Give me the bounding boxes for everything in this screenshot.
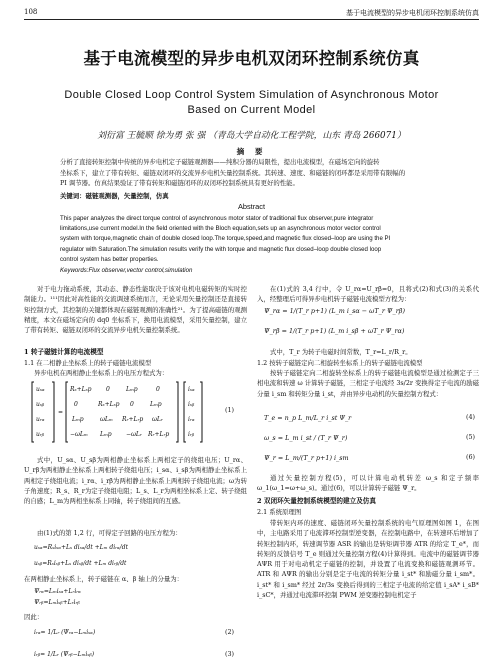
paper-title-en-line2: Based on Current Model — [187, 104, 316, 116]
slip-equation: ω_s = L_m i_st / (T_r Ψ_r) — [264, 434, 348, 442]
keywords-cn: 关键词：磁链观测器，矢量控制，仿真 — [60, 192, 169, 200]
stator-eq-intro: 由(1)式的第 1,2 行，可得定子回路的电压方程为： — [37, 529, 182, 537]
section-1-heading: 1 转子磁链计算的电流模型 — [24, 348, 104, 356]
svg-text:Lmp: Lmp — [150, 401, 162, 408]
therefore-text: 因此： — [24, 613, 44, 621]
abstract-cn-line: 坐标系下，建立了带有转矩、磁链双闭环的交流异步电机矢量控制系统。其转速、速度、和磁链的闭环都是采用带有限幅的 — [60, 168, 406, 177]
svg-text:isβ: isβ — [188, 401, 195, 408]
intro-paragraph: 对于电力拖动系统，其动态、静态性能取决于该对电机电磁转矩的实时控制能力。¹¹¹因此对高性能的交流调速系统而言，无论采用矢量控制还是直接转矩控制方式，其控制的关键都体现在磁链观测的准确性²¹。为了提高磁链的观测精度，本文在磁场定向的 dq0 坐标系下，换用电流模型，采用矢量控制，建立了带有转矩、磁链双闭环的交流异步电机矢量控制系统。 — [24, 285, 247, 335]
svg-text:isα: isα — [188, 386, 195, 393]
equation-4-number: (4) — [466, 413, 476, 421]
equation-1-matrix — [30, 380, 230, 446]
equation-2-number: (2) — [225, 628, 235, 636]
abstract-cn-heading: 摘 要 — [236, 147, 267, 156]
paper-title-en — [40, 88, 463, 118]
rotor-flux-beta-eq: Ψ_rβ = 1/(T_r p+1) (L_m i_sβ + ωT_r Ψ_rα) — [264, 327, 405, 335]
svg-text:irα= 1/Lr (Ψrα−Lmisα): irα= 1/Lr (Ψrα−Lmisα) — [34, 629, 96, 636]
rotor-flux-alpha-eq: Ψ_rα = 1/(T_r p+1) (L_m i_sα − ωT_r Ψ_rβ) — [264, 307, 405, 315]
abstract-cn-line: PI 调节器。仿真结果验证了带有转矩和磁链闭环的双闭环控制系统具有更好的性能。 — [60, 179, 299, 187]
svg-text:irα: irα — [188, 416, 195, 423]
svg-text:=: = — [58, 409, 64, 416]
svg-text:−ωLr: −ωLr — [126, 431, 142, 438]
header-rule — [24, 19, 479, 20]
svg-text:Rr+Lrp: Rr+Lrp — [122, 416, 144, 423]
abstract-en-line: regulator with Saturation.The simulation results verify the with torque and magnetic flux closed–loop double closed loop — [60, 245, 382, 253]
time-constant-note: 式中，T_r 为转子电磁时间常数，T_r=L_r/R_r。 — [270, 348, 412, 356]
svg-text:usα=Rsisα+Ls disα/dt +Lm dirα/: usα=Rsisα+Ls disα/dt +Lm dirα/dt — [34, 544, 129, 551]
torque-equation: T_e = n_p L_m/L_r i_st Ψ_r — [264, 414, 352, 422]
svg-text:0: 0 — [106, 386, 110, 393]
svg-text:urα: urα — [36, 416, 45, 423]
abstract-en-line: limitations,use current model.In the field oriented with the Bloch equation,sets up an asynchronous motor vector control — [60, 225, 381, 233]
voltage-eq-intro: 异步电机在两相静止坐标系上的电压方程式为： — [34, 369, 169, 377]
abstract-cn-line: 分析了直接转矩控制中传统的异步电机定子磁链观测器——纯积分器的局限性，提出电流模型，在磁场定向的旋转 — [60, 158, 380, 166]
flux-component-intro: 在两相静止坐标系上，转子磁链在 α、β 轴上的分量为： — [24, 575, 184, 583]
field-oriented-paragraph: 按转子磁链定向二相旋转坐标系上的转子磁链电流模型是通过检测定子三相电流和转速 ω 计算转子磁链，三相定子电流经 3s/2r 变换得定子电流的励磁分量 i_sm 和转矩分量 i_st，并由异步电动机的矢量控制方程式： — [257, 369, 479, 398]
section-1-2-heading: 1.2 按转子磁链定向二相旋转坐标系上的转子磁链电流模型 — [257, 359, 423, 367]
svg-text:Ψrα=Lmisα+Lrirα: Ψrα=Lmisα+Lrirα — [34, 588, 81, 595]
section-2-heading: 2 双闭环矢量控制系统模型的建立及仿真 — [257, 497, 376, 505]
svg-text:Ψrβ=Lmisβ+Lrirβ: Ψrβ=Lmisβ+Lrirβ — [34, 599, 80, 606]
keywords-en: Keywords:Flux observer,vector control,simulation — [60, 267, 193, 274]
svg-text:0: 0 — [74, 401, 78, 408]
equation-6-number: (6) — [466, 453, 476, 461]
svg-text:urβ: urβ — [36, 431, 45, 438]
equation-3-number: (3) — [225, 650, 235, 658]
svg-text:Rs+Lsp: Rs+Lsp — [98, 401, 120, 408]
svg-text:Rs+Lsp: Rs+Lsp — [70, 386, 92, 393]
page-number: 108 — [24, 8, 38, 16]
section-2-1-heading: 2.1 系统原理图 — [257, 508, 302, 516]
svg-text:Lmp: Lmp — [126, 386, 138, 393]
rotor-flux-intro: 在(1)式的 3,4 行中，令 U_rα=U_rβ=0，且将式(2)和式(3)的关系代入，经整理后可得异步电机转子磁链电流模型方程为： — [257, 285, 479, 304]
authors: 刘衍富 王毓顺 徐为勇 张 强 （青岛大学自动化工程学院，山东 青岛 266071） — [97, 131, 406, 141]
abstract-en-line: control system has better properties. — [60, 255, 159, 263]
svg-text:0: 0 — [156, 386, 160, 393]
system-principle-paragraph: 带转矩内环的速度、磁链闭环矢量控制系统的电气原理图如图 1，在图中，主电路采用了电流滞环控制型逆变器，在控制电路中，在转速环后增加了转矩控制内环，转速调节器 ASR 的输出是转矩调节器 ATR 的给定 T_e*，而转矩的反馈信号 T_e 则通过矢量控制方程(4)计算得到。电流中的磁链调节器 AΨR 用于对电动机定子磁链的控制，并设置了电流变换和磁链观测环节。ATR 和 AΨR 的输出分别是定子电流的转矩分量 i_st* 和励磁分量 i_sm*。i_st* 和 i_sm* 经过 2r/3s 变换后得到的三相定子电流的给定值 i_sA* i_sB* i_sC*，并通过电流滞环控制 PWM 逆变器控制电机定子 — [257, 519, 479, 600]
svg-text:ωLm: ωLm — [100, 416, 113, 423]
svg-text:−ωLm: −ωLm — [70, 431, 88, 438]
equation-1-number: (1) — [225, 406, 235, 414]
svg-text:usβ=Rsisβ+Ls disβ/dt +Lm dirβ/: usβ=Rsisβ+Ls disβ/dt +Lm dirβ/dt — [34, 560, 127, 567]
svg-text:usβ: usβ — [36, 401, 45, 408]
svg-text:0: 0 — [130, 401, 134, 408]
running-title: 基于电流模型的异步电机闭环控制系统仿真 — [346, 9, 479, 17]
rotor-current-equations — [30, 622, 210, 666]
svg-text:irβ: irβ — [188, 431, 195, 438]
symbol-definitions: 式中，U_sα、U_sβ为两相静止坐标系上两相定子的绕组电压；U_rα、U_rβ为两相静止坐标系上两相转子绕组电压；i_sα、i_sβ为两相静止坐标系上两相定子绕组电流；i_rα、i_rβ为两相静止坐标系上两相转子绕组电流；ω为转子角速度；R_s、R_r为定子绕组电阻；L_s、L_r为两相坐标系上定、转子绕组的自感；L_m为两相坐标系上同轴，转子绕组间的互感。 — [24, 456, 247, 506]
svg-text:Lmp: Lmp — [100, 431, 112, 438]
abstract-cn-body — [60, 157, 453, 189]
svg-text:irβ= 1/Lr (Ψrβ−Lmisβ): irβ= 1/Lr (Ψrβ−Lmisβ) — [34, 651, 95, 658]
abstract-en-line: This paper analyzes the direct torque control of asynchronous motor stator of traditional flux observer,pure integrator — [60, 215, 374, 222]
abstract-en-line: system with torque,magnetic chain of double closed loop.The torque,speed,and magnetic flux closed–loop are using the PI — [60, 235, 391, 243]
svg-text:Rr+Lrp: Rr+Lrp — [148, 431, 170, 438]
svg-text:Lmp: Lmp — [72, 416, 84, 423]
vector-control-note: 通过矢量控制方程(5)，可以计算电动机转差 ω_s 和定子频率 ω_1(ω_1=ω+ω_s)。通过(6)，可以计算转子磁链 Ψ_r。 — [257, 474, 479, 493]
abstract-en-body — [60, 214, 453, 265]
svg-text:usα: usα — [36, 386, 45, 393]
svg-text:ωLr: ωLr — [152, 416, 163, 423]
rotor-flux-components — [30, 584, 230, 614]
abstract-en-heading: Abstract — [237, 202, 266, 211]
equation-5-number: (5) — [466, 433, 476, 441]
flux-equation: Ψ_r = L_m/(T_r p+1) i_sm — [264, 454, 349, 462]
paper-title-cn: 基于电流模型的异步电机双闭环控制系统仿真 — [83, 49, 420, 68]
section-1-1-heading: 1.1 在二相静止坐标系上的转子磁链电流模型 — [24, 359, 152, 367]
paper-title-en-line1: Double Closed Loop Control System Simulation of Asynchronous Motor — [64, 89, 439, 101]
